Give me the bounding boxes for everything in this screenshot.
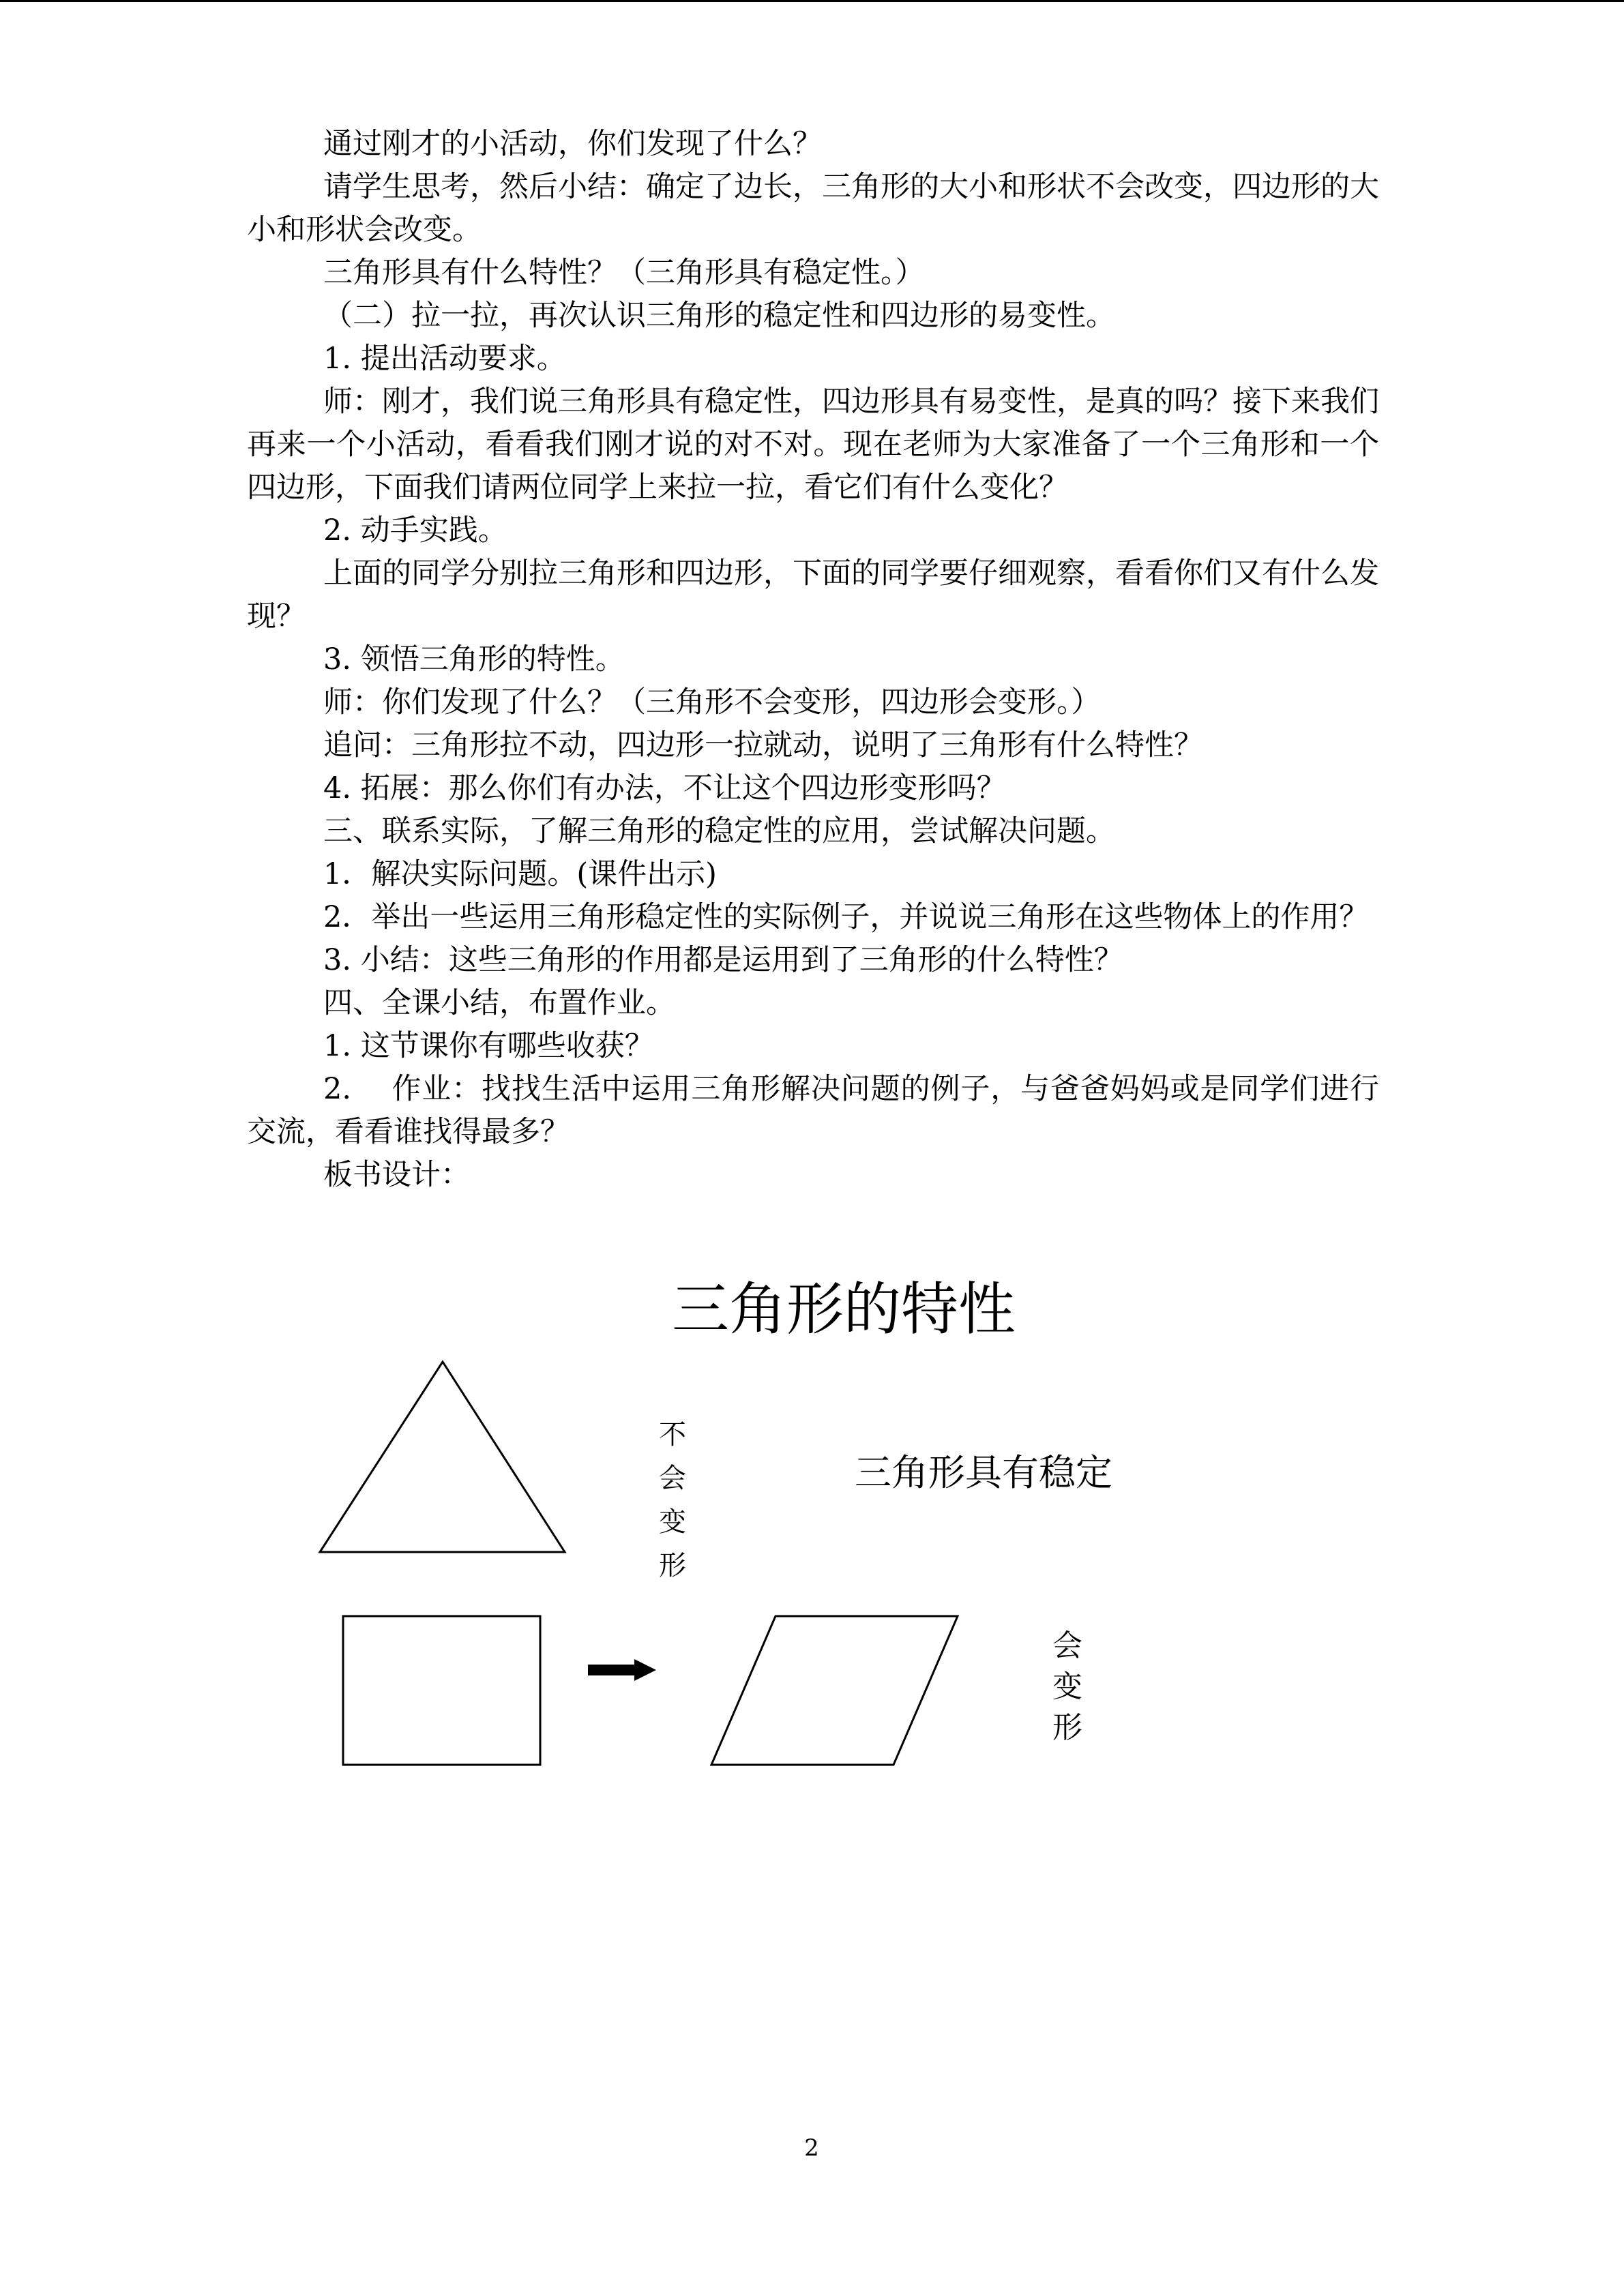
board-title: 三角形的特性: [672, 1276, 1016, 1343]
paragraph: 2. 作业：找找生活中运用三角形解决问题的例子，与爸爸妈妈或是同学们进行交流，看看谁找得最多？: [247, 1072, 1379, 1149]
label-char: 会: [659, 1463, 686, 1494]
label-char: 会: [1052, 1628, 1082, 1663]
paragraph: 师：你们发现了什么？（三角形不会变形，四边形会变形。）: [323, 685, 1101, 719]
paragraph: 2．举出一些运用三角形稳定性的实际例子，并说说三角形在这些物体上的作用？: [323, 900, 1369, 934]
label-char: 变: [1052, 1669, 1082, 1704]
right-arrow-icon: [588, 1659, 656, 1681]
paragraph: 1．解决实际问题。(课件出示): [323, 857, 717, 891]
rectangle-shape: [343, 1616, 540, 1765]
label-char: 不: [659, 1419, 686, 1450]
label-char: 变: [659, 1506, 686, 1538]
paragraph: 四、全课小结，布置作业。: [323, 986, 675, 1020]
triangle-shape: [320, 1362, 565, 1552]
deform-label: [1047, 1626, 1088, 1748]
paragraph: 4. 拓展：那么你们有办法，不让这个四边形变形吗？: [323, 771, 1006, 805]
page-number: 2: [804, 2134, 819, 2162]
label-char: 形: [659, 1550, 686, 1581]
paragraph: 3. 领悟三角形的特性。: [323, 642, 625, 676]
paragraph: 通过刚才的小活动，你们发现了什么？: [323, 127, 822, 161]
stability-label: 三角形具有稳定: [855, 1451, 1112, 1494]
paragraph: 板书设计：: [323, 1158, 470, 1192]
paragraph: 1. 这节课你有哪些收获？: [323, 1029, 654, 1063]
no-deform-label: [652, 1413, 693, 1587]
label-char: 形: [1052, 1710, 1082, 1745]
paragraph: 请学生思考，然后小结：确定了边长，三角形的大小和形状不会改变，四边形的大小和形状会改变。: [247, 170, 1379, 247]
paragraph: 1. 提出活动要求。: [323, 342, 566, 376]
parallelogram-shape: [711, 1616, 958, 1765]
paragraph: 2. 动手实践。: [323, 513, 507, 548]
paragraph: 上面的同学分别拉三角形和四边形，下面的同学要仔细观察，看看你们又有什么发现？: [247, 556, 1379, 633]
lesson-text: [247, 123, 1379, 1197]
paragraph: 师：刚才，我们说三角形具有稳定性，四边形具有易变性，是真的吗？接下来我们再来一个小活动，看看我们刚才说的对不对。现在老师为大家准备了一个三角形和一个四边形，下面我们请两位同学上来拉一拉，看它们有什么变化？: [247, 385, 1379, 505]
paragraph: （二）拉一拉，再次认识三角形的稳定性和四边形的易变性。: [323, 299, 1115, 333]
top-border-line: [0, 0, 1624, 2]
paragraph: 追问：三角形拉不动，四边形一拉就动，说明了三角形有什么特性？: [323, 728, 1203, 762]
paragraph: 3. 小结：这些三角形的作用都是运用到了三角形的什么特性？: [323, 943, 1123, 977]
paragraph: 三、联系实际，了解三角形的稳定性的应用，尝试解决问题。: [323, 814, 1115, 848]
paragraph: 三角形具有什么特性？（三角形具有稳定性。）: [323, 256, 925, 290]
